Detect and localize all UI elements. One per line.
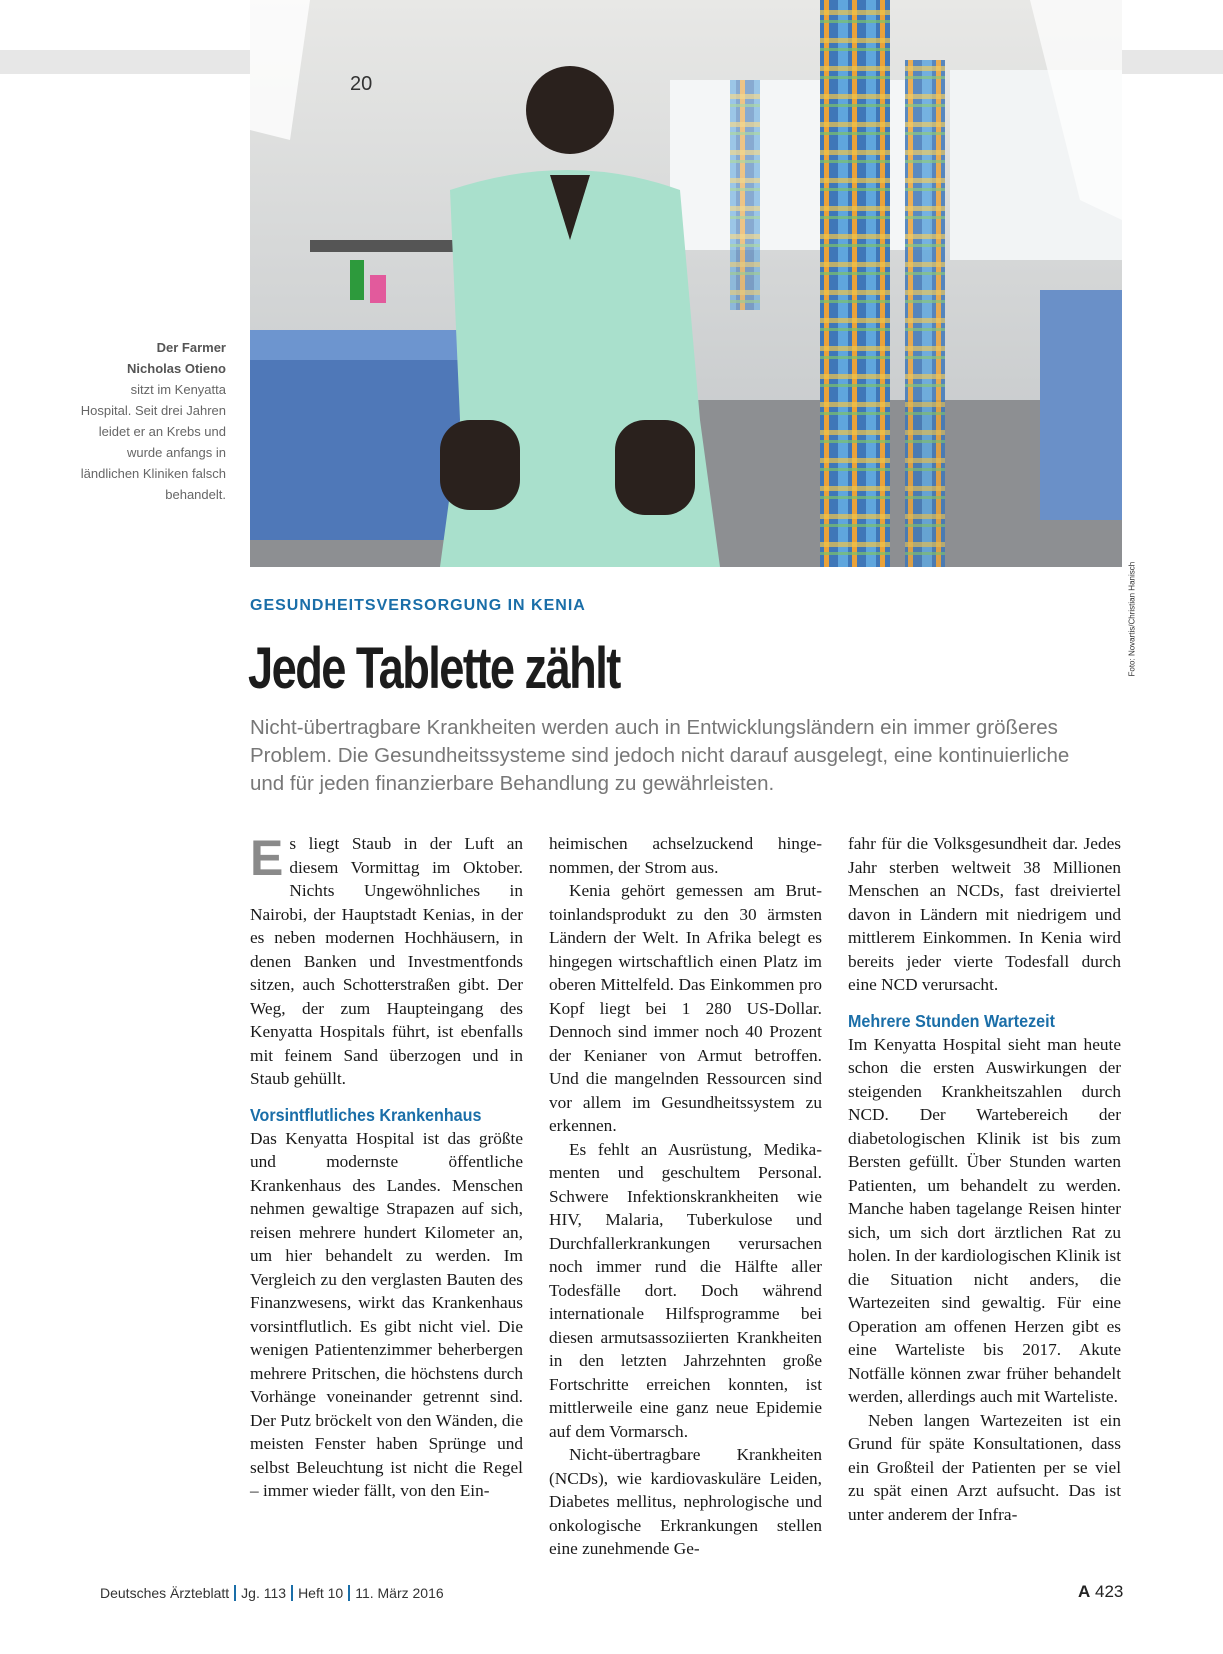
page-number-value: 423 [1095,1582,1124,1601]
photo-caption [80,337,226,505]
paragraph: Kenia gehört gemessen am Bruttoinlandsprodukt zu den 30 ärmsten Ländern der Welt. In Afrika belegt es hingegen wirtschaftlich einen Platz im oberen Mittelfeld. Das Einkommen pro Kopf liegt bei 1 280 US-Dollar. Dennoch sind immer noch 40 Prozent der Kenianer von Armut betroffen. Und die mangelnden Ressourcen sind vor allem im Gesundheitssystem zu erkennen. [549,881,822,1135]
paragraph: Das Kenyatta Hospital ist das größte und modernste öffentliche Krankenhaus des Landes. Menschen nehmen gewaltige Strapazen auf sich, reisen mehrere hundert Kilometer an, um hier behandelt zu werden. Im Vergleich zu den verglasten Bauten des Finanzwesens, wirkt das Krankenhaus vorsintflutlich. Es gibt nicht viel. Die wenigen Patientenzimmer beherbergen mehrere Pritschen, die höchstens durch Vorhänge voneinander getrennt sind. Der Putz bröckelt von den Wänden, die meisten Fenster haben Sprünge und selbst Beleuchtung ist nicht die Regel – immer wieder fällt, von den Ein- [250,1128,523,1500]
text-column-3 [848,832,1121,1526]
subheading-wartezeit: Mehrere Stunden Wartezeit [848,1010,1055,1031]
text-column-1 [250,832,523,1503]
paragraph: fahr für die Volksgesundheit dar. Jedes Jahr sterben weltweit 38 Millionen Menschen an NCDs, fast dreiviertel davon in Ländern mit niedrigem und mittlerem Einkommen. In Kenia wird bereits jeder vierte Todesfall durch eine NCD verursacht. [848,834,1121,994]
text-column-2 [549,832,822,1561]
footer-issue: Heft 10 [298,1585,344,1601]
article-kicker: GESUNDHEITSVERSORGUNG IN KENIA [250,597,586,614]
paragraph: Nicht-übertragbare Krankheiten (NCDs), wie kardiovaskuläre Leiden, Diabetes mellitus, nephrologische und onkologische Erkrankungen stellen eine zunehmende Ge- [549,1445,822,1558]
paragraph: Es fehlt an Ausrüstung, Medikamenten und geschultem Personal. Schwere Infektionskrankheiten wie HIV, Malaria, Tuberkulose und Durchfallerkrankungen verursachen noch immer rund die Hälfte aller Todesfälle dort. Doch während internationale Hilfsprogramme bei diesen armutsassoziierten Krankheiten in den letzten Jahrzehnten große Fortschritte erreichen konnten, ist mittlerweile eine ganz neue Epidemie auf dem Vormarsch. [549,1139,822,1441]
caption-text: sitzt im Kenyatta Hospital. Seit drei Jahren leidet er an Krebs und wurde anfangs in ländlichen Kliniken falsch behandelt. [80,382,226,502]
photo-credit [1124,561,1138,680]
dropcap: E [250,830,284,886]
footer-date: 11. März 2016 [355,1585,444,1601]
caption-name-line1: Der Farmer [156,340,226,355]
article-title: Jede Tablette zählt [248,636,620,701]
photo-credit-text: Foto: Novartis/Christian Hanisch [1127,561,1137,677]
paragraph: Neben langen Wartezeiten ist ein Grund für späte Konsultationen, dass ein Großteil der Patienten per se viel zu spät einen Arzt aufsucht. Das ist unter anderem der Infra- [848,1410,1121,1524]
page-prefix: A [1078,1582,1091,1601]
footer-journal: Deutsches Ärzteblatt [100,1585,230,1601]
page-number [1078,1582,1123,1602]
paragraph: heimischen achselzuckend hingenommen, der Strom aus. [549,834,822,877]
caption-name-line2: Nicholas Otieno [127,361,226,376]
wall-number: 20 [350,73,373,95]
paragraph: Im Kenyatta Hospital sieht man heute schon die ersten Auswirkungen der steigenden Krankheitszahlen durch NCD. Der Wartebereich der diabetologischen Klinik ist bis zum Bersten gefüllt. Über Stunden warten Patienten, um behandelt zu werden. Manche haben tagelange Reisen hinter sich, um sich dort ärztlichen Rat zu holen. In der kardiologischen Klinik ist die Situation nicht anders, die Wartezeiten sind gewaltig. Für eine Operation am offenen Herzen gibt es eine Warteliste bis 2017. Akute Notfälle können zwar früher behandelt werden, allerdings auch mit Warteliste. [848,1034,1121,1406]
paragraph-text: s liegt Staub in der Luft an diesem Vormittag im Oktober. Nichts Ungewöhnliches in Nairobi, der Hauptstadt Kenias, in der es neben modernen Hochhäusern, in denen Banken und Investmentfonds sitzen, auch Schotterstraßen gibt. Der Weg, der zum Haupteingang des Kenyatta Hospitals führt, ist ebenfalls mit feinem Sand überzogen und in Staub gehüllt. [250,834,523,1088]
footer-separator [348,1585,350,1601]
article-lead: Nicht-übertragbare Krankheiten werden auch in Entwicklungsländern ein immer größeres Problem. Die Gesundheitssysteme sind jedoch nicht darauf ausgelegt, eine kontinuierliche und für jeden finanzierbare Behandlung zu gewährleisten. [250,716,1070,795]
paragraph [250,832,523,1091]
hospital-ward-photo [250,0,1122,567]
footer-volume: Jg. 113 [241,1585,287,1601]
footer-separator [291,1585,293,1601]
photo-illustration [250,0,1122,567]
subheading-vorsintflutlich: Vorsintflutliches Krankenhaus [250,1104,482,1125]
footer-separator [234,1585,236,1601]
page-footer [100,1585,444,1601]
